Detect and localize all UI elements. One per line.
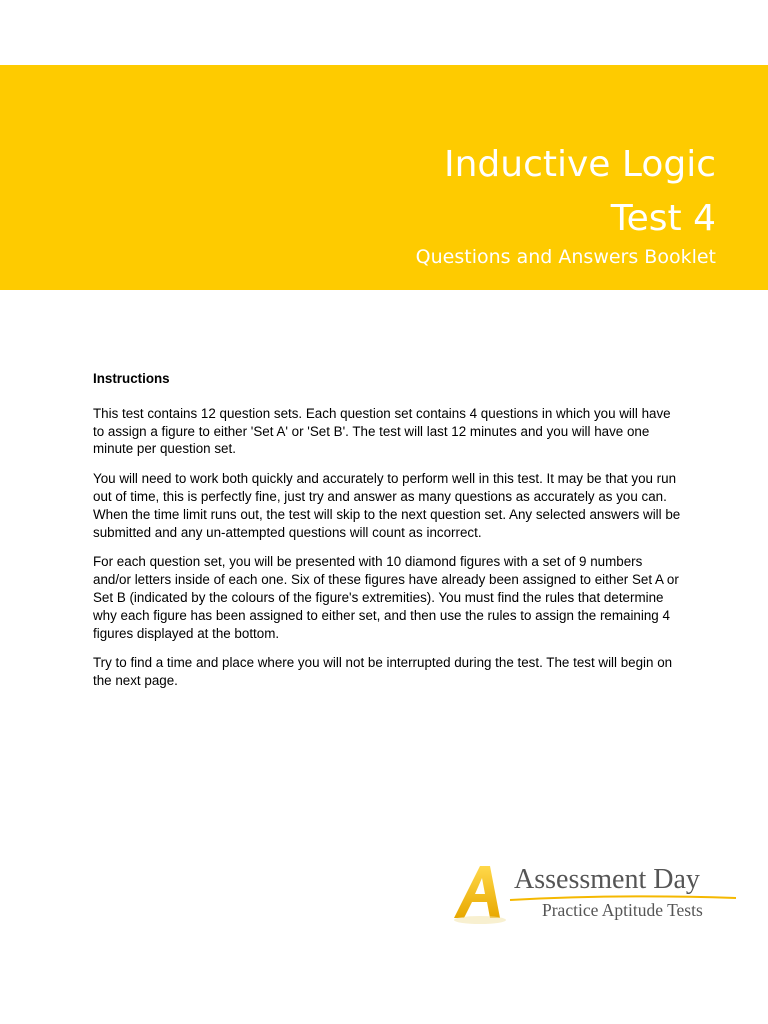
instructions-paragraph: You will need to work both quickly and accurately to perform well in this test. It may be that you run out of time, this is perfectly fine, just try and answer as many questions as accurately as you can. When the time limit runs out, the test will skip to the next question set. Any selected answers will be submitted and any un-attempted questions will count as incorrect. (93, 471, 681, 540)
instructions-heading: Instructions (93, 371, 170, 386)
instructions-section (93, 370, 683, 702)
assessment-day-logo (450, 862, 740, 932)
instructions-paragraph: Try to find a time and place where you will not be interrupted during the test. The test will begin on the next page. (93, 655, 673, 689)
title-banner (0, 65, 768, 290)
document-title: Inductive Logic (443, 144, 716, 185)
document-subtitle: Questions and Answers Booklet (415, 246, 716, 268)
instructions-paragraph: For each question set, you will be presented with 10 diamond figures with a set of 9 numbers and/or letters inside of each one. Six of these figures have already been assigned to either Set A or Set B (indicated by the colours of the figure's extremities). You must find the rules that determine why each figure has been assigned to either set, and then use the rules to assign the remaining 4 figures displayed at the bottom. (93, 554, 679, 641)
instructions-paragraph: This test contains 12 question sets. Each question set contains 4 questions in which you will have to assign a figure to either 'Set A' or 'Set B'. The test will last 12 minutes and you will have one minute per question set. (93, 405, 671, 457)
document-test-number: Test 4 (610, 198, 716, 239)
logo-tagline: Practice Aptitude Tests (542, 900, 703, 920)
logo-name: Assessment Day (514, 864, 700, 895)
